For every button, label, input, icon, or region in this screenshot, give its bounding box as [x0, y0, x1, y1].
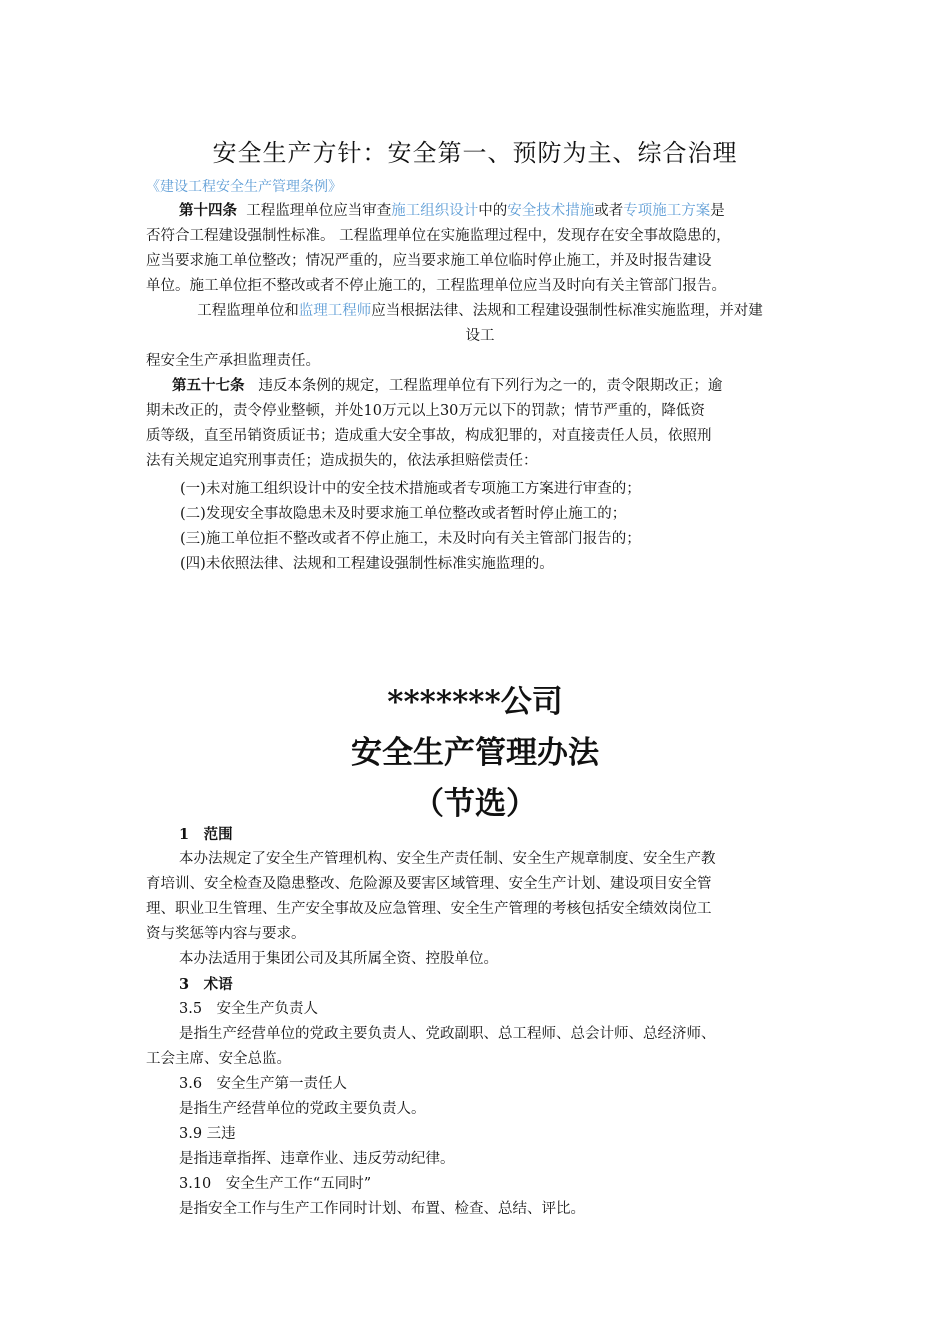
article-14-line-7: 程安全生产承担监理责任。: [146, 353, 320, 369]
article-57-line-3: 质等级，直至吊销资质证书；造成重大安全事故，构成犯罪的，对直接责任人员，依照刑: [146, 428, 712, 444]
section-1-title: 1 范围: [179, 826, 233, 843]
article-14-text: 工程监理单位和: [197, 303, 299, 319]
article-57-line-4: 法有关规定追究刑事责任；造成损失的，依法承担赔偿责任：: [146, 453, 538, 469]
term-3-5-desc-line-2: 工会主席、安全总监。: [146, 1051, 291, 1067]
article-57-item-3: (三)施工单位拒不整改或者不停止施工，未及时向有关主管部门报告的；: [180, 531, 641, 547]
section-1-para-1-line-2: 育培训、安全检查及隐患整改、危险源及要害区域管理、安全生产计划、建设项目安全管: [146, 876, 712, 892]
article-14-text: 是: [710, 203, 725, 219]
regulation-reference: [146, 176, 342, 196]
reference-close: 》: [328, 179, 342, 195]
article-57-line-1: [146, 373, 814, 399]
company-name: *******公司: [387, 684, 563, 720]
article-14-line-3: 应当要求施工单位整改；情况严重的，应当要求施工单位临时停止施工，并及时报告建设: [146, 253, 712, 269]
term-3-6-desc: 是指生产经营单位的党政主要负责人。: [179, 1101, 426, 1117]
section-1-para-1-line-1: 本办法规定了安全生产管理机构、安全生产责任制、安全生产规章制度、安全生产教: [179, 851, 716, 867]
article-57: [146, 373, 814, 474]
term-3-5-desc-line-1: 是指生产经营单位的党政主要负责人、党政副职、总工程师、总会计师、总经济师、: [179, 1026, 716, 1042]
document-title: 安全生产管理办法: [351, 735, 599, 771]
section-1-para-2: 本办法适用于集团公司及其所属全资、控股单位。: [179, 951, 498, 967]
term-3-10-title: 3.10 安全生产工作“五同时”: [179, 1176, 372, 1192]
safety-motto: 安全生产方针：安全第一、预防为主、综合治理: [212, 139, 738, 167]
article-14-line-6: 设工: [465, 328, 495, 344]
regulation-link[interactable]: 建设工程安全生产管理条例: [160, 179, 328, 195]
excerpt-note: （节选）: [413, 786, 537, 822]
article-14-label: 第十四条: [179, 202, 237, 219]
article-57-line-2: 期未改正的，责令停业整顿，并处10万元以上30万元以下的罚款；情节严重的，降低资: [146, 403, 705, 419]
term-3-6-title: 3.6 安全生产第一责任人: [179, 1076, 348, 1092]
section-1-para-1-line-3: 理、职业卫生管理、生产安全事故及应急管理、安全生产管理的考核包括安全绩效岗位工: [146, 901, 712, 917]
article-14-line-2: 否符合工程建设强制性标准。 工程监理单位在实施监理过程中，发现存在安全事故隐患的，: [146, 228, 731, 244]
article-14-text: 应当根据法律、法规和工程建设强制性标准实施监理，并对建: [371, 303, 763, 319]
regulation-sections: [146, 822, 814, 1222]
link-special-plan[interactable]: 专项施工方案: [623, 203, 711, 219]
article-57-text: 违反本条例的规定，工程监理单位有下列行为之一的，责令限期改正；逾: [258, 378, 723, 394]
term-3-9-desc: 是指违章指挥、违章作业、违反劳动纪律。: [179, 1151, 455, 1167]
article-57-item-2: (二)发现安全事故隐患未及时要求施工单位整改或者暂时停止施工的；: [180, 506, 627, 522]
article-14-line-1: [146, 198, 814, 224]
reference-open: 《: [146, 179, 160, 195]
term-3-9-title: 3.9 三违: [179, 1126, 236, 1142]
term-3-5-title: 3.5 安全生产负责人: [179, 1001, 319, 1017]
article-57-item-1: (一)未对施工组织设计中的安全技术措施或者专项施工方案进行审查的；: [180, 481, 641, 497]
link-supervising-engineer[interactable]: 监理工程师: [298, 303, 372, 319]
article-57-label: 第五十七条: [172, 377, 245, 394]
section-1-para-1-line-4: 资与奖惩等内容与要求。: [146, 926, 306, 942]
article-14-text: 工程监理单位应当审查: [246, 203, 392, 219]
article-14-line-4: 单位。施工单位拒不整改或者不停止施工的，工程监理单位应当及时向有关主管部门报告。: [146, 278, 726, 294]
article-57-item-4: (四)未依照法律、法规和工程建设强制性标准实施监理的。: [180, 556, 554, 572]
article-14-line-5: [146, 299, 814, 324]
section-3-title: 3 术语: [179, 976, 233, 993]
article-14-text: 或者: [594, 203, 624, 219]
link-safety-measures[interactable]: 安全技术措施: [507, 203, 595, 219]
link-construction-design[interactable]: 施工组织设计: [391, 203, 479, 219]
article-14-text: 中的: [478, 203, 508, 219]
article-14: [146, 198, 814, 374]
term-3-10-desc: 是指安全工作与生产工作同时计划、布置、检查、总结、评比。: [179, 1201, 585, 1217]
